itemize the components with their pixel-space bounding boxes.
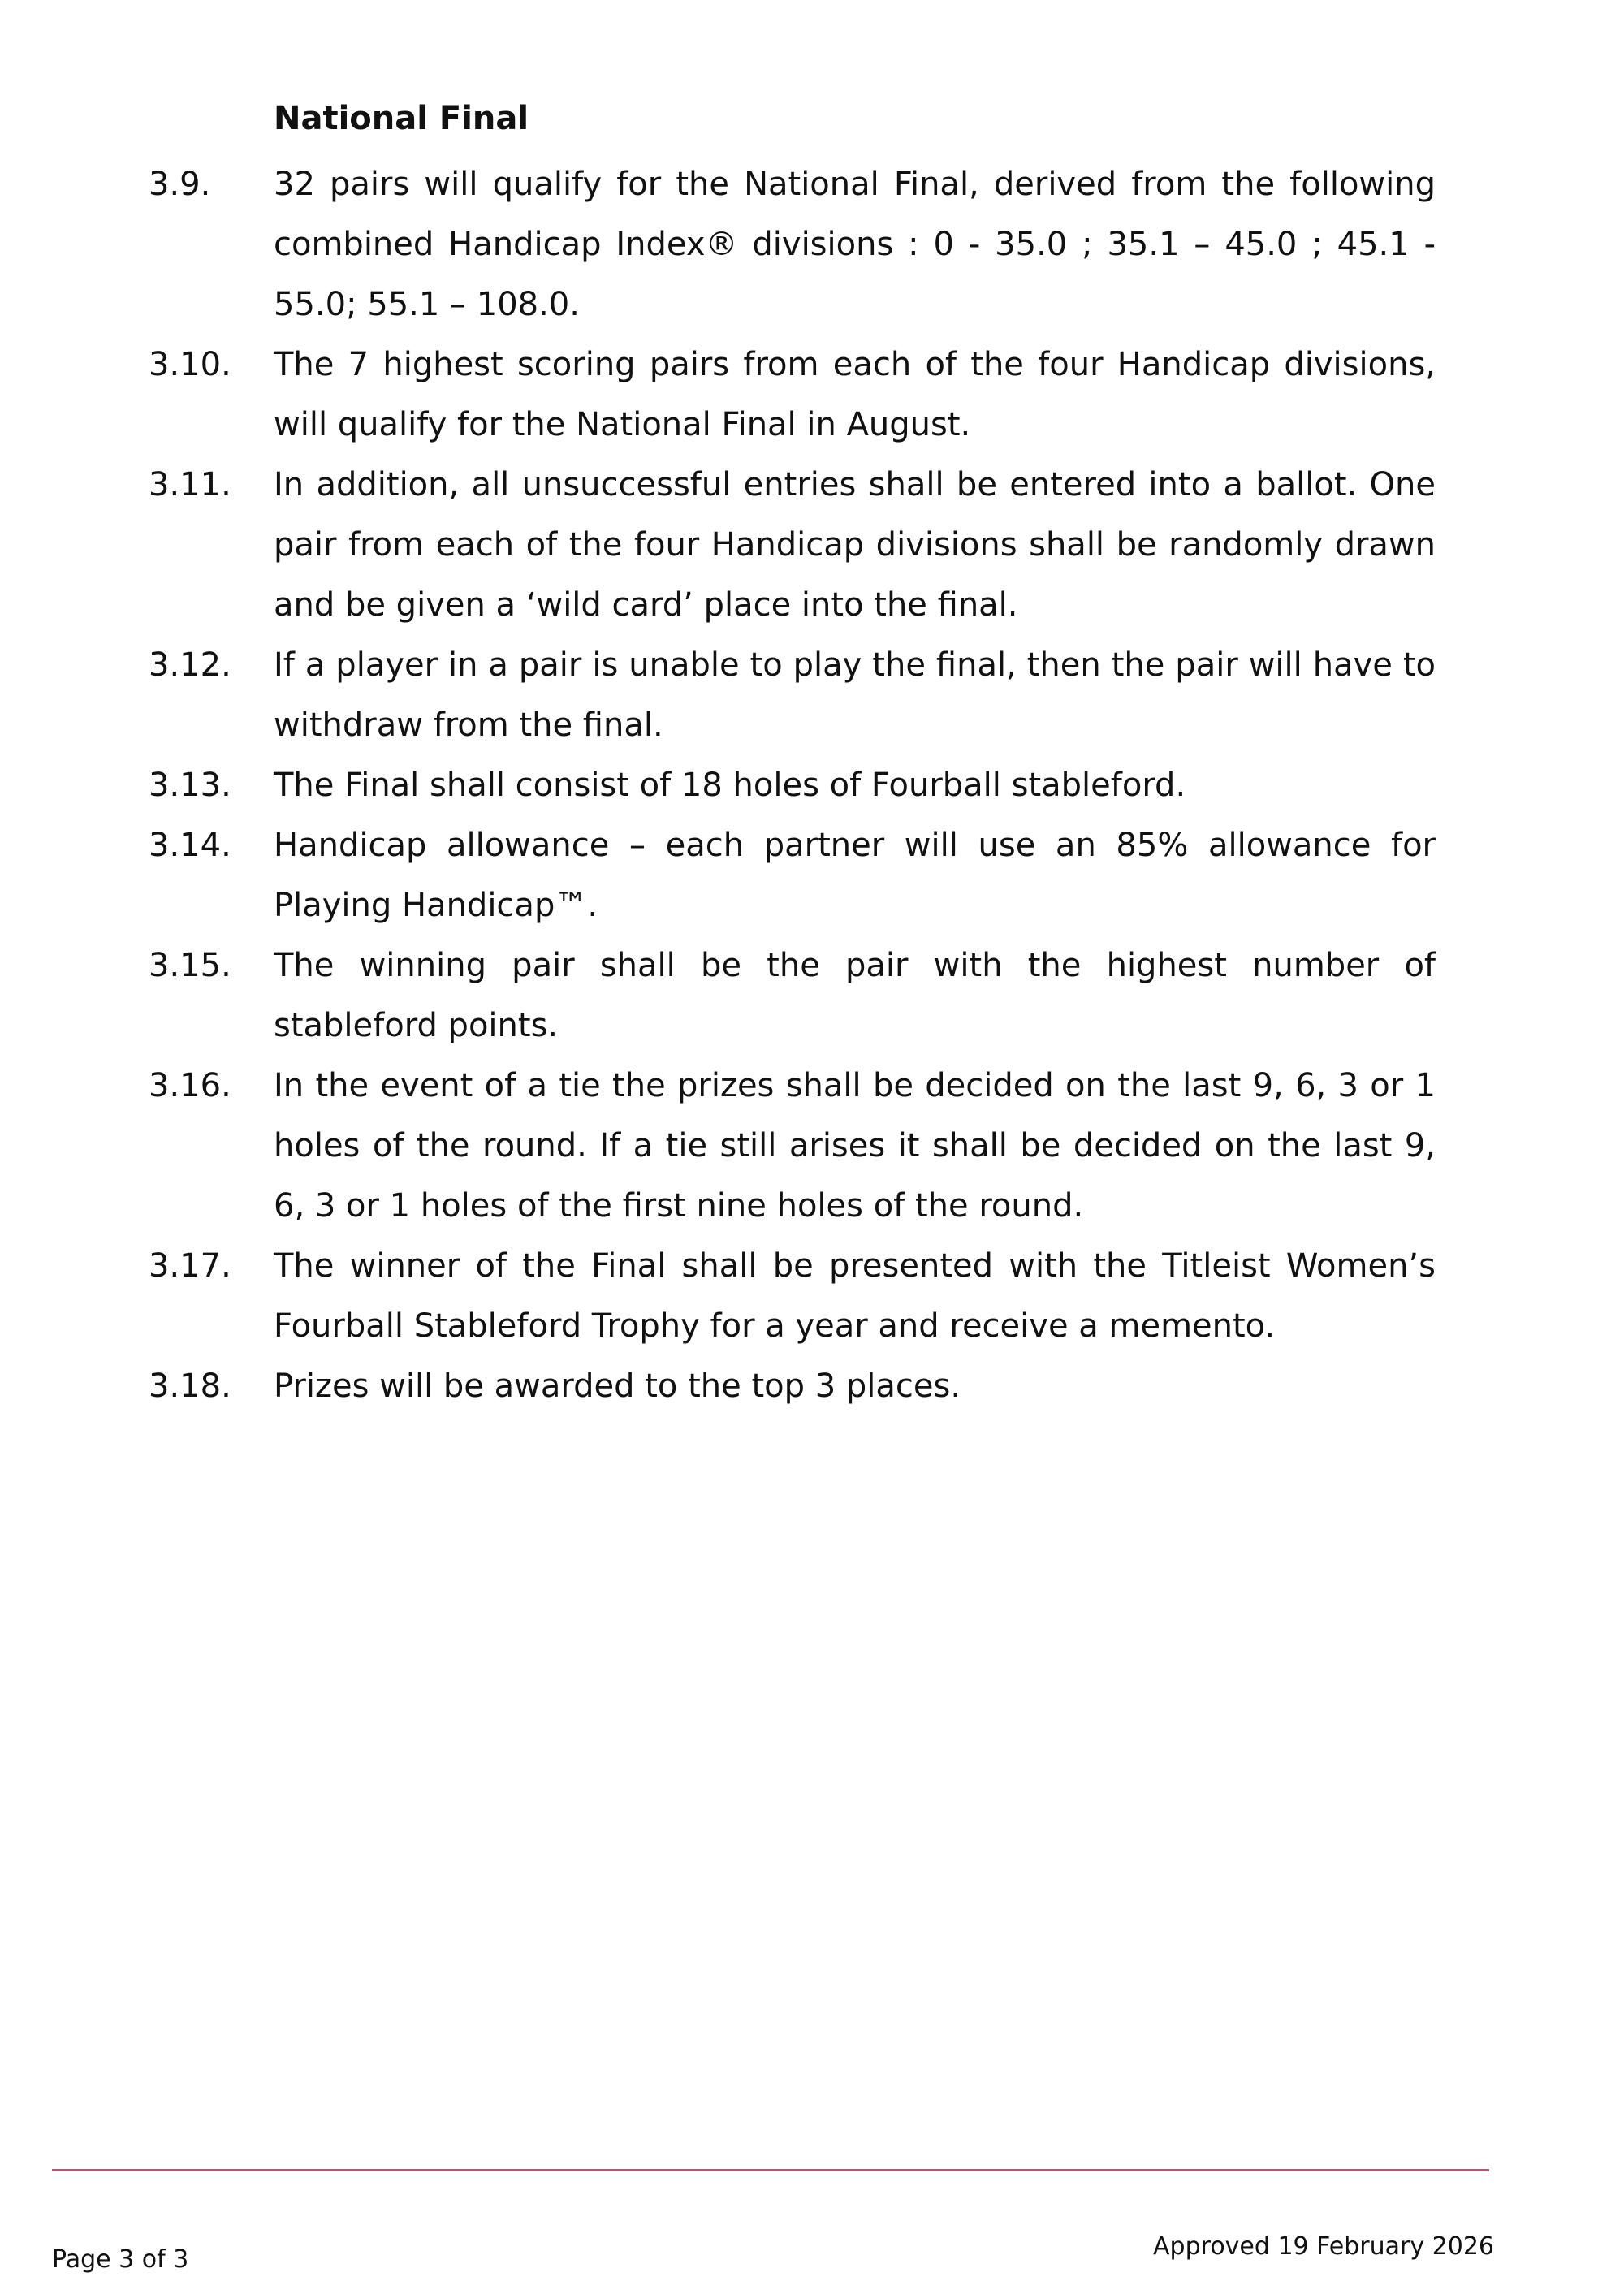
clause-3-11 <box>0 455 1624 635</box>
clause-text: 32 pairs will qualify for the National Final, derived from the following combined Handicap Index® divisions : 0 - 35.0 ; 35.1 – 45.0 ; 45.1 - 55.0; 55.1 – 108.0. <box>274 166 1436 323</box>
clause-number: 3.9. <box>149 166 211 203</box>
clause-text: The 7 highest scoring pairs from each of the four Handicap divisions, will qualify for the National Final in August. <box>274 346 1436 443</box>
clause-text: The Final shall consist of 18 holes of Fourball stableford. <box>274 767 1186 804</box>
clause-text: The winning pair shall be the pair with the highest number of stableford points. <box>274 947 1436 1044</box>
clause-number: 3.12. <box>149 646 231 684</box>
clause-3-14 <box>0 815 1624 935</box>
clause-3-9 <box>0 154 1624 335</box>
clause-3-18 <box>0 1356 1624 1416</box>
clause-number: 3.18. <box>149 1367 231 1405</box>
clause-3-12 <box>0 635 1624 755</box>
clause-text: In addition, all unsuccessful entries shall be entered into a ballot. One pair from each of the four Handicap divisions shall be randomly drawn and be given a ‘wild card’ place into the final. <box>274 466 1436 624</box>
footer-divider <box>52 2169 1489 2171</box>
clause-number: 3.13. <box>149 767 231 804</box>
clause-number: 3.16. <box>149 1067 231 1104</box>
page-number: Page 3 of 3 <box>52 2245 189 2274</box>
clause-text: If a player in a pair is unable to play the final, then the pair will have to withdraw from the final. <box>274 646 1436 744</box>
clause-text: Handicap allowance – each partner will use an 85% allowance for Playing Handicap™. <box>274 827 1436 924</box>
clause-number: 3.17. <box>149 1247 231 1285</box>
clause-list <box>0 154 1624 1416</box>
clause-3-10 <box>0 335 1624 455</box>
clause-3-17 <box>0 1236 1624 1356</box>
clause-text: In the event of a tie the prizes shall be decided on the last 9, 6, 3 or 1 holes of the round. If a tie still arises it shall be decided on the last 9, 6, 3 or 1 holes of the first nine holes of the round. <box>274 1067 1436 1225</box>
clause-3-16 <box>0 1056 1624 1236</box>
clause-3-13 <box>0 755 1624 815</box>
clause-text: The winner of the Final shall be presented with the Titleist Women’s Fourball Stableford Trophy for a year and receive a memento. <box>274 1247 1436 1345</box>
clause-number: 3.14. <box>149 827 231 864</box>
clause-3-15 <box>0 935 1624 1056</box>
clause-text: Prizes will be awarded to the top 3 places. <box>274 1367 961 1405</box>
clause-number: 3.15. <box>149 947 231 984</box>
section-heading: National Final <box>274 100 529 137</box>
clause-number: 3.10. <box>149 346 231 383</box>
clause-number: 3.11. <box>149 466 231 503</box>
approval-date: Approved 19 February 2026 <box>1153 2232 1494 2261</box>
